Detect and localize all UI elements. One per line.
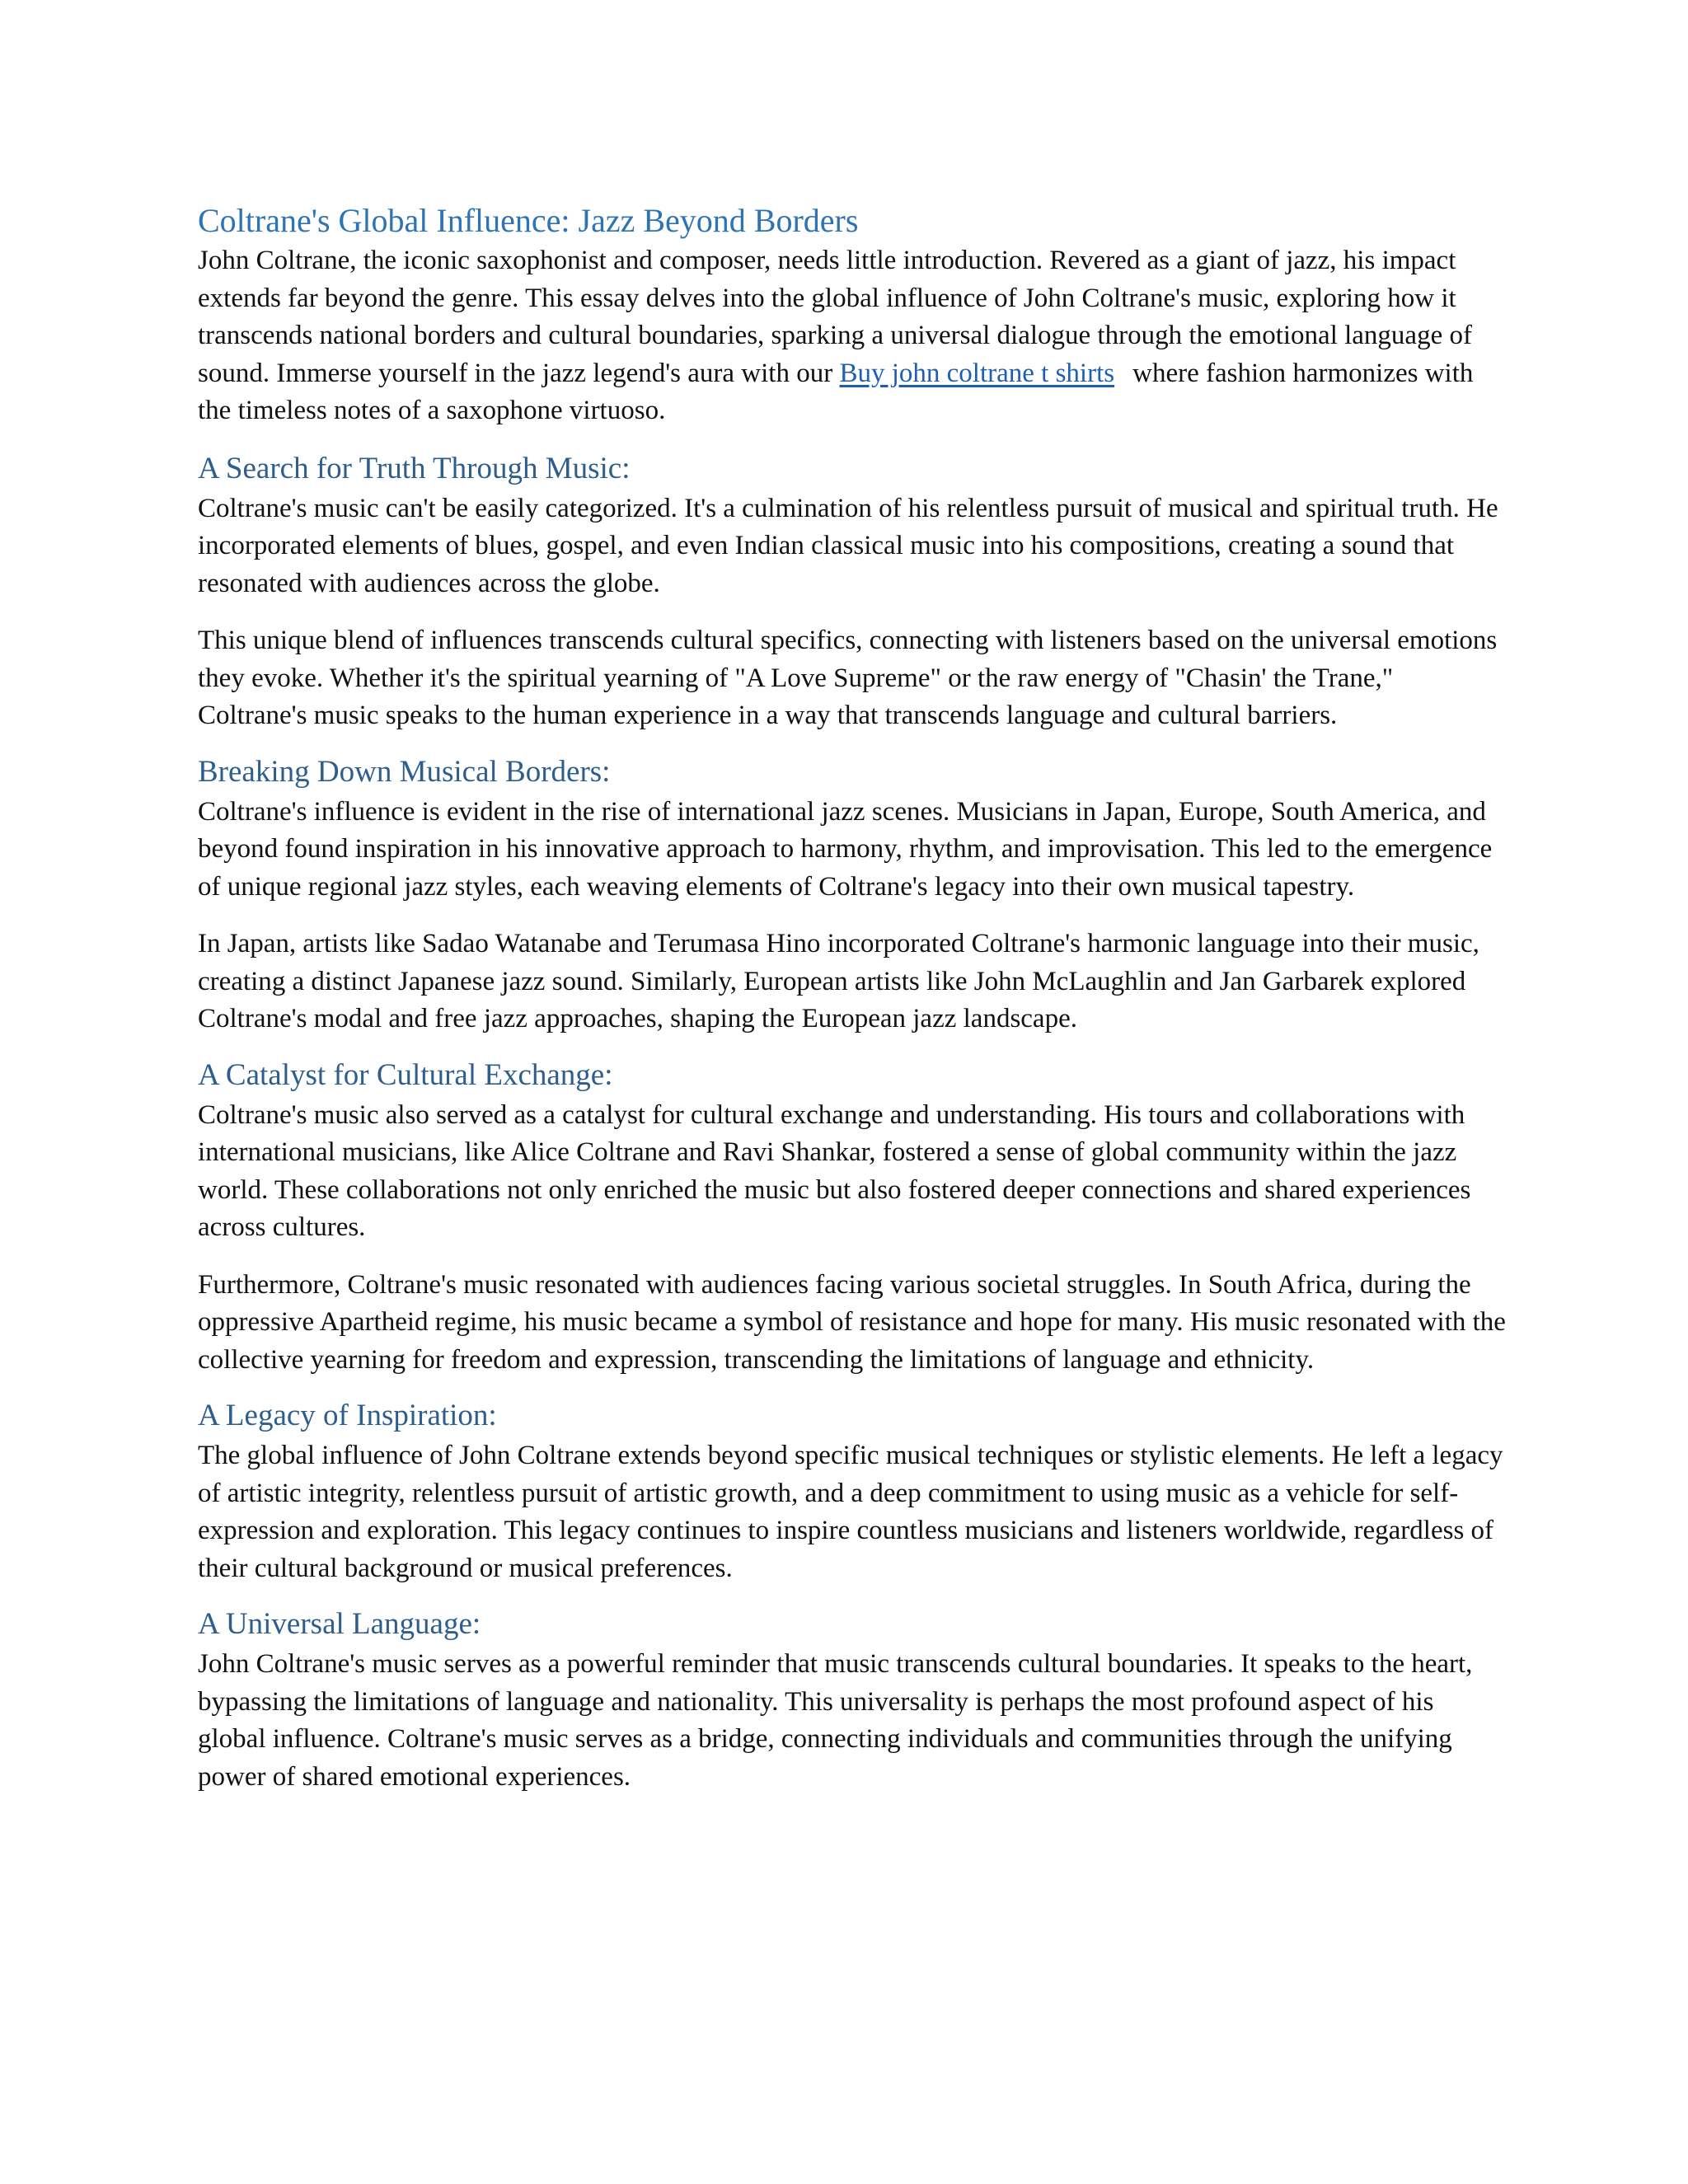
buy-t-shirts-link[interactable]: Buy john coltrane t shirts (839, 358, 1115, 388)
intro-text-continued: where fashion harmonizes with the timeless notes of a saxophone virtuoso. (198, 358, 1474, 425)
document-title: Coltrane's Global Influence: Jazz Beyond Borders (198, 202, 859, 239)
intro-paragraph (198, 242, 1508, 430)
section-heading: A Catalyst for Cultural Exchange: (198, 1057, 613, 1092)
section-universal-language (198, 1605, 1508, 1796)
section-paragraph: In Japan, artists like Sadao Watanabe and Terumasa Hino incorporated Coltrane's harmonic language into their music, creating a distinct Japanese jazz sound. Similarly, European artists like John McLaughlin and Jan Garbarek explored Coltrane's modal and free jazz approaches, shaping the European jazz landscape. (198, 929, 1479, 1033)
section-search-for-truth (198, 450, 1508, 735)
section-paragraph: This unique blend of influences transcends cultural specifics, connecting with listeners based on the universal emotions they evoke. Whether it's the spiritual yearning of "A Love Supreme" or the raw energy of "Chasin' the Trane," Coltrane's music speaks to the human experience in a way that transcends language and cultural barriers. (198, 626, 1498, 730)
section-heading: A Search for Truth Through Music: (198, 451, 631, 485)
section-heading: Breaking Down Musical Borders: (198, 754, 611, 789)
document-page (198, 201, 1508, 1814)
section-paragraph: Coltrane's influence is evident in the rise of international jazz scenes. Musicians in Japan, Europe, South America, and beyond found inspiration in his innovative approach to harmony, rhythm, and improvisation. This led to the emergence of unique regional jazz styles, each weaving elements of Coltrane's legacy into their own musical tapestry. (198, 796, 1493, 902)
section-cultural-exchange (198, 1057, 1508, 1380)
intro-text: John Coltrane, the iconic saxophonist and composer, needs little introduction. Revered as a giant of jazz, his impact extends far beyond the genre. This essay delves into the global influence of John Coltrane's music, exploring how it transcends national borders and cultural boundaries, sparking a universal dialogue through the emotional language of sound. Immerse yourself in the jazz legend's aura with our (198, 246, 1472, 388)
section-heading: A Universal Language: (198, 1607, 481, 1641)
section-breaking-down-borders (198, 753, 1508, 1038)
section-heading: A Legacy of Inspiration: (198, 1399, 497, 1432)
section-paragraph: Coltrane's music also served as a catalyst for cultural exchange and understanding. His tours and collaborations with international musicians, like Alice Coltrane and Ravi Shankar, fostered a sense of global community within the jazz world. These collaborations not only enriched the music but also fostered deeper connections and shared experiences across cultures. (198, 1099, 1471, 1242)
section-paragraph: Furthermore, Coltrane's music resonated with audiences facing various societal struggles. In South Africa, during the oppressive Apartheid regime, his music became a symbol of resistance and hope for many. His music resonated with the collective yearning for freedom and expression, transcending the limitations of language and ethnicity. (198, 1269, 1506, 1375)
section-paragraph: The global influence of John Coltrane extends beyond specific musical techniques or stylistic elements. He left a legacy of artistic integrity, relentless pursuit of artistic growth, and a deep commitment to using music as a vehicle for self-expression and exploration. This legacy continues to inspire countless musicians and listeners worldwide, regardless of their cultural background or musical preferences. (198, 1441, 1503, 1583)
section-paragraph: John Coltrane's music serves as a powerful reminder that music transcends cultural boundaries. It speaks to the heart, bypassing the limitations of language and nationality. This universality is perhaps the most profound aspect of his global influence. Coltrane's music serves as a bridge, connecting individuals and communities through the unifying power of shared emotional experiences. (198, 1649, 1473, 1792)
section-paragraph: Coltrane's music can't be easily categorized. It's a culmination of his relentless pursuit of musical and spiritual truth. He incorporated elements of blues, gospel, and even Indian classical music into his compositions, creating a sound that resonated with audiences across the globe. (198, 493, 1498, 598)
section-legacy-of-inspiration (198, 1397, 1508, 1587)
